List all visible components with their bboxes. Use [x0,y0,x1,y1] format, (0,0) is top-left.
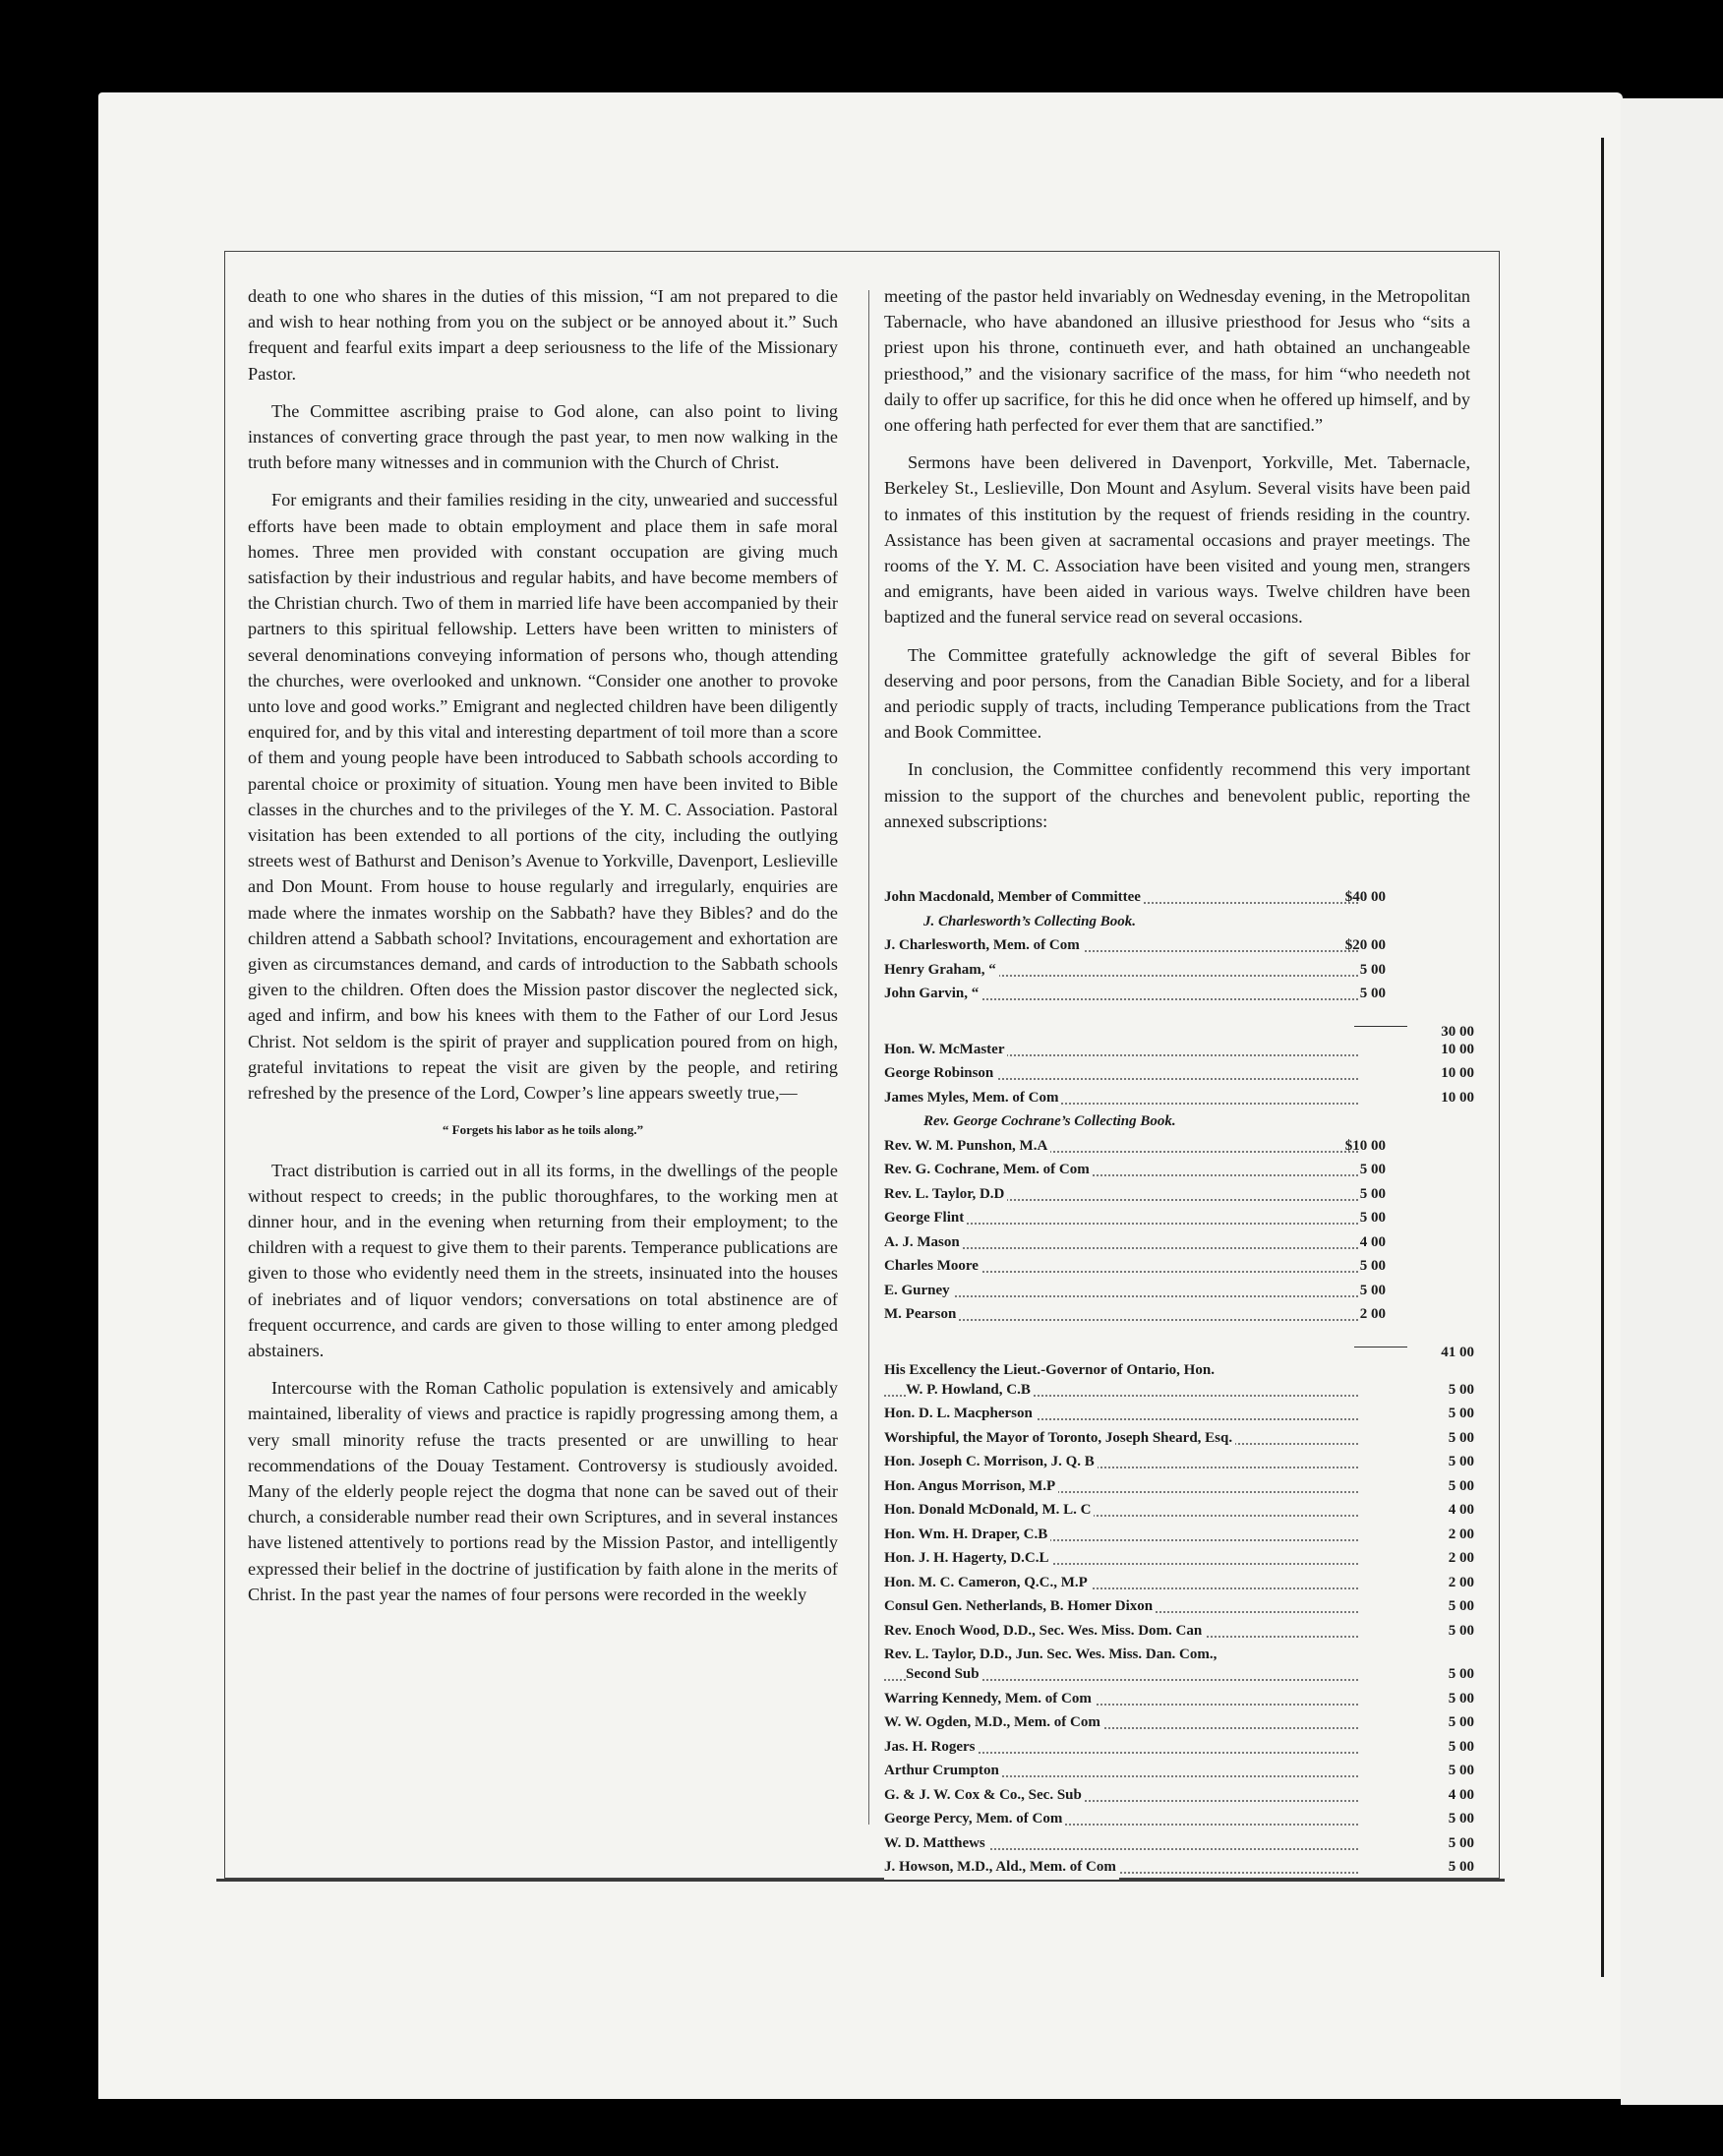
subscription-total: 10 00 [1441,1065,1474,1081]
subscriber-row [884,885,1474,910]
subscriber-name: George Robinson [884,1061,996,1086]
collecting-book-heading [884,910,1474,934]
subscription-amount: 5 00 [1359,1210,1386,1226]
subscriber-name: Hon. Joseph C. Morrison, J. Q. B [884,1450,1098,1474]
subscriber-name: Rev. L. Taylor, D.D [884,1182,1007,1207]
subscriber-row [884,1498,1474,1523]
subscriber-row [884,1523,1474,1547]
subscriber-name: John Macdonald, Member of Committee [884,885,1144,910]
subscription-total: 10 00 [1441,1089,1474,1106]
subscription-total: 5 00 [1448,1381,1474,1398]
paragraph: The Committee ascribing praise to God alone, can also point to living instances of converting grace through the past year, to men now walking in the truth before many witnesses and in communion with the Church of Christ. [248,400,838,473]
subscriber-row [884,1619,1474,1644]
subscriber-row [884,1643,1474,1662]
subscriber-row [884,1831,1474,1856]
subscriber-name: J. Charlesworth, Mem. of Com [884,933,1083,958]
paragraph: Intercourse with the Roman Catholic population is extensively and amicably maintained, liberality of views and practice is rapidly progressing among them, a very small minority refuse the tracts presented or are unwilling to hear recommendations of the Douay Testament. Controversy is studiously avoided. Many of the elderly people reject the dogma that none can be saved out of their church, a considerable number read their own Scriptures, and in several instances have listened attentively to portions read by the Mission Pastor, and intelligently expressed their belief in the doctrine of justification by faith alone in the merits of Christ. In the past year the names of four persons were recorded in the weekly [248,1378,838,1604]
subscriber-row [884,1134,1474,1159]
subscriber-name: Hon. D. L. Macpherson [884,1402,1036,1426]
column-divider [868,290,869,1825]
subscriber-row [884,1158,1474,1182]
subscriber-name: Consul Gen. Netherlands, B. Homer Dixon [884,1594,1156,1619]
subscriber-row [884,1807,1474,1831]
subscriber-name: George Percy, Mem. of Com [884,1807,1065,1831]
subscriber-row [884,982,1474,1006]
subscription-total: 5 00 [1448,1763,1474,1778]
heading-text: Rev. George Cochrane’s Collecting Book. [923,1113,1176,1129]
subscription-amount: 5 00 [1359,986,1386,1001]
subscription-total: 5 00 [1448,1859,1474,1875]
subscriber-row [884,1759,1474,1783]
subscriber-name: Rev. L. Taylor, D.D., Jun. Sec. Wes. Miss. Dan. Com., [884,1643,1219,1667]
subtotal-amount: 30 00 [1441,1023,1474,1040]
subtotal-row [884,1327,1474,1358]
subscriber-name: J. Howson, M.D., Ald., Mem. of Com [884,1855,1119,1880]
heading-text: J. Charlesworth’s Collecting Book. [923,913,1137,929]
subtotal-rule [1354,1347,1407,1348]
subscriber-name: Second Sub [906,1662,982,1687]
subscription-amount: 2 00 [1359,1306,1386,1322]
page-fold-line [1601,138,1604,1977]
subscriber-row [884,1230,1474,1255]
subscription-total: 5 00 [1448,1622,1474,1639]
subscription-amount: $20 00 [1344,937,1386,953]
subscriber-row [884,1302,1474,1327]
subscription-total: 5 00 [1448,1666,1474,1682]
subscription-total: 4 00 [1448,1786,1474,1803]
subscriber-name: George Flint [884,1206,967,1230]
subscriber-row [884,1546,1474,1571]
subscription-total: 5 00 [1448,1690,1474,1707]
subscriber-row [884,1710,1474,1735]
subscriber-name: W. W. Ogden, M.D., Mem. of Com [884,1710,1103,1735]
subscription-total: 2 00 [1448,1526,1474,1542]
subscription-list [884,885,1474,1880]
adjacent-page-edge [1621,98,1723,2105]
subscription-total: 5 00 [1448,1429,1474,1446]
subscription-total: 10 00 [1441,1041,1474,1057]
subscriber-row [884,1450,1474,1474]
subscriber-name: A. J. Mason [884,1230,963,1255]
subscriber-name: Hon. Angus Morrison, M.P [884,1474,1058,1499]
subscriber-row [884,1855,1474,1880]
subscription-total: 4 00 [1448,1502,1474,1518]
subscription-total: 5 00 [1448,1714,1474,1730]
subscriber-row [884,1426,1474,1451]
subscriber-name: Rev. G. Cochrane, Mem. of Com [884,1158,1093,1182]
subscriber-row [884,1254,1474,1279]
subscription-total: 5 00 [1448,1477,1474,1494]
subscriber-name: Rev. W. M. Punshon, M.A [884,1134,1050,1159]
subscriber-name: Hon. Wm. H. Draper, C.B [884,1523,1050,1547]
subscriber-row [884,1061,1474,1086]
subscriber-name: Rev. Enoch Wood, D.D., Sec. Wes. Miss. Dom. Can [884,1619,1205,1644]
subscription-total: 5 00 [1448,1738,1474,1755]
subscription-amount: 4 00 [1359,1233,1386,1250]
subscriber-row [884,1402,1474,1426]
subscriber-name: Hon. W. McMaster [884,1038,1007,1062]
subscriber-name: Arthur Crumpton [884,1759,1002,1783]
subscriber-name: W. D. Matthews [884,1831,988,1856]
subscriber-name: Henry Graham, “ [884,958,999,983]
subscriber-row [884,1571,1474,1595]
subscription-total: 5 00 [1448,1811,1474,1827]
subscription-amount: 5 00 [1359,1185,1386,1202]
subscription-total: 5 00 [1448,1598,1474,1614]
subscription-amount: $40 00 [1344,889,1386,905]
subscriber-row [884,1378,1474,1403]
paragraph: In conclusion, the Committee confidently recommend this very important mission to the support of the churches and benevolent public, reporting the annexed subscriptions: [884,759,1470,831]
subscriber-row [884,1279,1474,1303]
collecting-book-heading [884,1109,1474,1134]
subscription-amount: $10 00 [1344,1137,1386,1154]
subscriber-row [884,1086,1474,1110]
subscription-amount: 5 00 [1359,961,1386,978]
paragraph: The Committee gratefully acknowledge the gift of several Bibles for deserving and poor persons, from the Canadian Bible Society, and for a liberal and periodic supply of tracts, including Temperance publications from the Tract and Book Committee. [884,644,1470,743]
subscription-total: 2 00 [1448,1550,1474,1566]
subscription-total: 2 00 [1448,1574,1474,1590]
paragraph: death to one who shares in the duties of this mission, “I am not prepared to die and wish to hear nothing from you on the subject or be annoyed about it.” Such frequent and fearful exits impart a deep seriousness to the life of the Missionary Pastor. [248,286,838,384]
subscriber-row [884,1358,1474,1378]
subscriber-name: G. & J. W. Cox & Co., Sec. Sub [884,1783,1085,1808]
subscriber-name: M. Pearson [884,1302,959,1327]
left-column [248,283,838,1619]
subscriber-row [884,958,1474,983]
subscriber-row [884,1594,1474,1619]
subscriber-name: E. Gurney [884,1279,953,1303]
subscriber-row [884,933,1474,958]
leader-dots [884,1279,1358,1297]
subscriber-name: Hon. M. C. Cameron, Q.C., M.P [884,1571,1091,1595]
subscriber-name: Jas. H. Rogers [884,1735,979,1760]
subscription-amount: 5 00 [1359,1282,1386,1298]
paragraph: Tract distribution is carried out in all its forms, in the dwellings of the people without respect to creeds; in the public thoroughfares, to the working men at dinner hour, and in the evening when returning from their employment; to the children with a request to give them to their parents. Temperance publications are given to those who evidently need them in the streets, insinuated into the houses of inebriates and of liquor vendors; conversations on total abstinence are of frequent occurrence, and cards are given to those willing to enter among pledged abstainers. [248,1160,838,1360]
subtotal-row [884,1006,1474,1038]
subscription-total: 5 00 [1448,1454,1474,1469]
subscription-amount: 5 00 [1359,1162,1386,1177]
subscriber-name: W. P. Howland, C.B [906,1378,1034,1403]
subscriber-name: Hon. J. H. Hagerty, D.C.L [884,1546,1052,1571]
subscriber-row [884,1662,1474,1687]
subscriber-name: Warring Kennedy, Mem. of Com [884,1687,1095,1711]
subtotal-amount: 41 00 [1441,1344,1474,1360]
subscriber-row [884,1783,1474,1808]
subscriber-row [884,1474,1474,1499]
subscriber-name: Hon. Donald McDonald, M. L. C [884,1498,1094,1523]
subscription-amount: 5 00 [1359,1258,1386,1274]
paragraph: Sermons have been delivered in Davenport, Yorkville, Met. Tabernacle, Berkeley St., Leslieville, Don Mount and Asylum. Several visits have been paid to inmates of this institution by the request of friends residing in the country. Assistance has been given at sacramental occasions and prayer meetings. The rooms of the Y. M. C. Association have been visited and young men, strangers and emigrants, have been aided in various ways. Twelve children have been baptized and the funeral service read on several occasions. [884,452,1470,628]
subscriber-name: James Myles, Mem. of Com [884,1086,1061,1110]
subscriber-row [884,1687,1474,1711]
paragraph: For emigrants and their families residing in the city, unwearied and successful efforts have been made to obtain employment and place them in safe moral homes. Three men provided with constant occupation are giving much satisfaction by their industrious and regular habits, and have become members of the Christian church. Two of them in married life have been accompanied by their partners to this spiritual fellowship. Letters have been written to ministers of several denominations conveying information of persons who, though attending the churches, were overlooked and unknown. “Consider one another to provoke unto love and good works.” Emigrant and neglected children have been diligently enquired for, and by this vital and interesting department of toil more than a score of them and young people have been introduced to Sabbath schools according to parental choice or proximity of situation. Young men have been invited to Bible classes in the churches and to the privileges of the Y. M. C. Association. Pastoral visitation has been extended to all portions of the city, including the outlying streets west of Bathurst and Denison’s Avenue to Yorkville, Davenport, Leslieville and Don Mount. From house to house regularly and irregularly, enquiries are made where the inmates worship on the Sabbath? have they Bibles? and do the children attend a Sabbath school? Invitations, encouragement and exhortation are given as circumstances demand, and cards of introduction to the Sabbath schools given to the children. Often does the Mission pastor discover the neglected sick, aged and infirm, and bow his knees with them to the Father of our Lord Jesus Christ. Not seldom is the spirit of prayer and supplication poured from on high, grateful invitations to repeat the visit are given by the people, and retiring refreshed by the presence of the Lord, Cowper’s line appears sweetly true,— [248,490,838,1104]
paragraph: meeting of the pastor held invariably on Wednesday evening, in the Metropolitan Tabernacle, who have abandoned an illusive priesthood for Jesus who “sits a priest upon his throne, continueth ever, and hath obtained an unchangeable priesthood,” and the visionary sacrifice of the mass, for him “who needeth not daily to offer up sacrifice, for this he did once when he offered up himself, and by one offering hath perfected for ever them that are sanctified.” [884,286,1470,436]
subscriber-row [884,1735,1474,1760]
subscription-total: 5 00 [1448,1406,1474,1421]
subscriber-name: Charles Moore [884,1254,981,1279]
right-column [884,283,1470,846]
subscriber-name: His Excellency the Lieut.-Governor of Ontario, Hon. [884,1358,1218,1383]
subscriber-row [884,1206,1474,1230]
quote: “ Forgets his labor as he toils along.” [442,1122,644,1138]
subscription-total: 5 00 [1448,1834,1474,1851]
subtotal-rule [1354,1026,1407,1027]
subscriber-name: John Garvin, “ [884,982,981,1006]
subscriber-row [884,1182,1474,1207]
subscriber-row [884,1038,1474,1062]
subscriber-name: Worshipful, the Mayor of Toronto, Joseph Sheard, Esq. [884,1426,1235,1451]
